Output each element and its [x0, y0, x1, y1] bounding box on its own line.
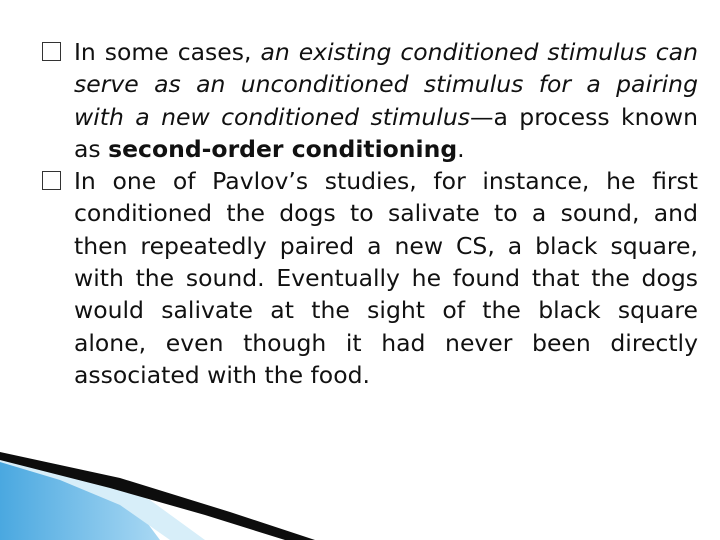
bullet-1-segment-5: .: [457, 134, 465, 163]
bullet-1-text: [74, 38, 698, 163]
bullet-1-segment-4: second-order conditioning: [108, 134, 458, 163]
bullet-1-segment-3: —a process known as: [74, 102, 698, 163]
bullet-1-segment-2: an existing conditioned stimulus can serve as an unconditioned stimulus for a pairing with a new conditioned stimulus: [74, 38, 698, 131]
bullet-1: [42, 36, 698, 165]
bullet-2-text: In one of Pavlov’s studies, for instance, he first conditioned the dogs to salivate to a sound, and then repeatedly paired a new CS, a black square, with the sound. Eventually he found that the dogs would salivate at the sight of the black square alone, even though it had never been directly associated with the food.: [74, 167, 698, 389]
bullet-1-segment-1: In some cases,: [74, 38, 261, 66]
square-bullet-icon: [42, 42, 61, 61]
bullet-2: [42, 165, 698, 391]
text-content: [42, 36, 698, 391]
square-bullet-icon: [42, 171, 61, 190]
